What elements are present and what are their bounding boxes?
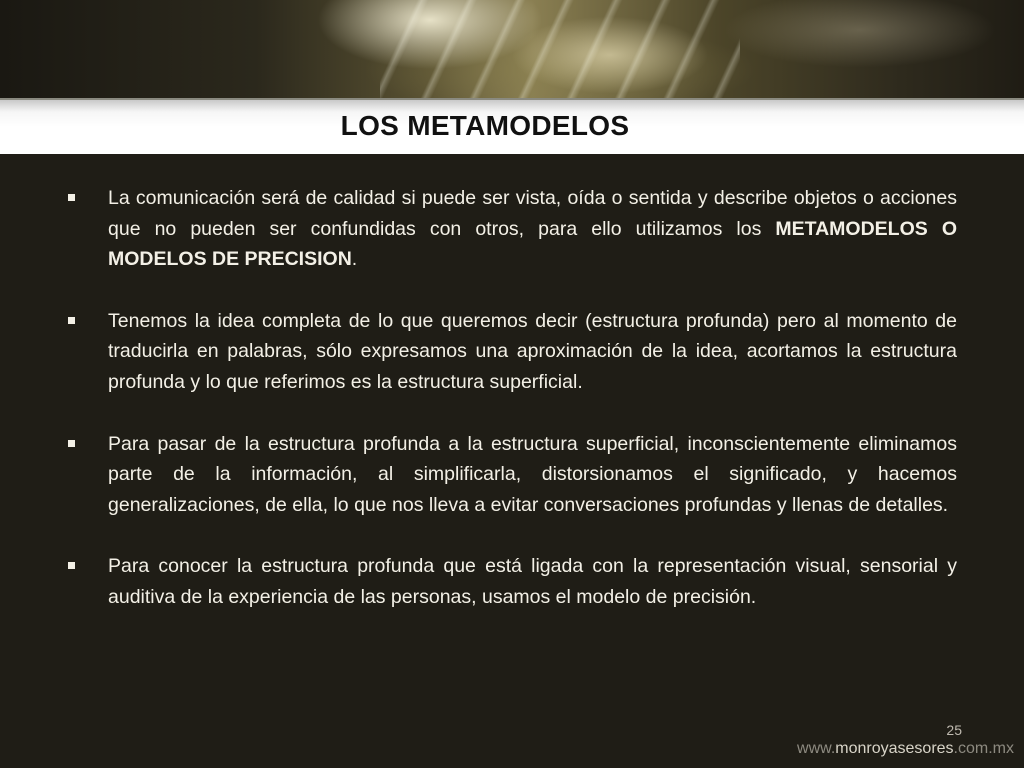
website-link[interactable] (797, 740, 1014, 758)
bullet-item (68, 183, 957, 275)
bullet-text: Tenemos la idea completa de lo que queremos decir (estructura profunda) pero al momento de traducirla en palabras, sólo expresamos una aproximación de la idea, acortamos la estructura profunda y lo que referimos es la estructura superficial. (108, 309, 957, 393)
bullet-text: Para conocer la estructura profunda que está ligada con la representación visual, sensorial y auditiva de la experiencia de las personas, usamos el modelo de precisión. (108, 555, 957, 608)
bullet-text-end: . (351, 248, 358, 271)
slide-content (68, 183, 957, 644)
header-banner-image (0, 0, 1024, 100)
bullet-item (68, 306, 957, 398)
bullet-emphasis: METAMODELOS O MODELOS DE PRECISION (108, 217, 957, 271)
square-bullet-icon (68, 194, 75, 201)
bullet-item (68, 551, 957, 612)
square-bullet-icon (68, 562, 75, 569)
bullet-item (68, 429, 957, 521)
website-name: monroyasesores (835, 740, 954, 757)
page-number: 25 (946, 722, 962, 738)
bullet-text: Para pasar de la estructura profunda a la estructura superficial, inconscientemente eliminamos parte de la información, al simplificarla, distorsionamos el significado, y hacemos generalizaciones, de ella, lo que nos lleva a evitar conversaciones profundas y llenas de detalles. (108, 432, 957, 516)
website-suffix: .com.mx (953, 740, 1014, 757)
square-bullet-icon (68, 317, 75, 324)
website-prefix: www. (797, 740, 836, 757)
bullet-text: La comunicación será de calidad si puede ser vista, oída o sentida y describe objetos o acciones que no pueden ser confundidas con otros, para ello utilizamos los (108, 187, 957, 240)
slide-title: LOS METAMODELOS (340, 110, 630, 141)
square-bullet-icon (68, 440, 75, 447)
